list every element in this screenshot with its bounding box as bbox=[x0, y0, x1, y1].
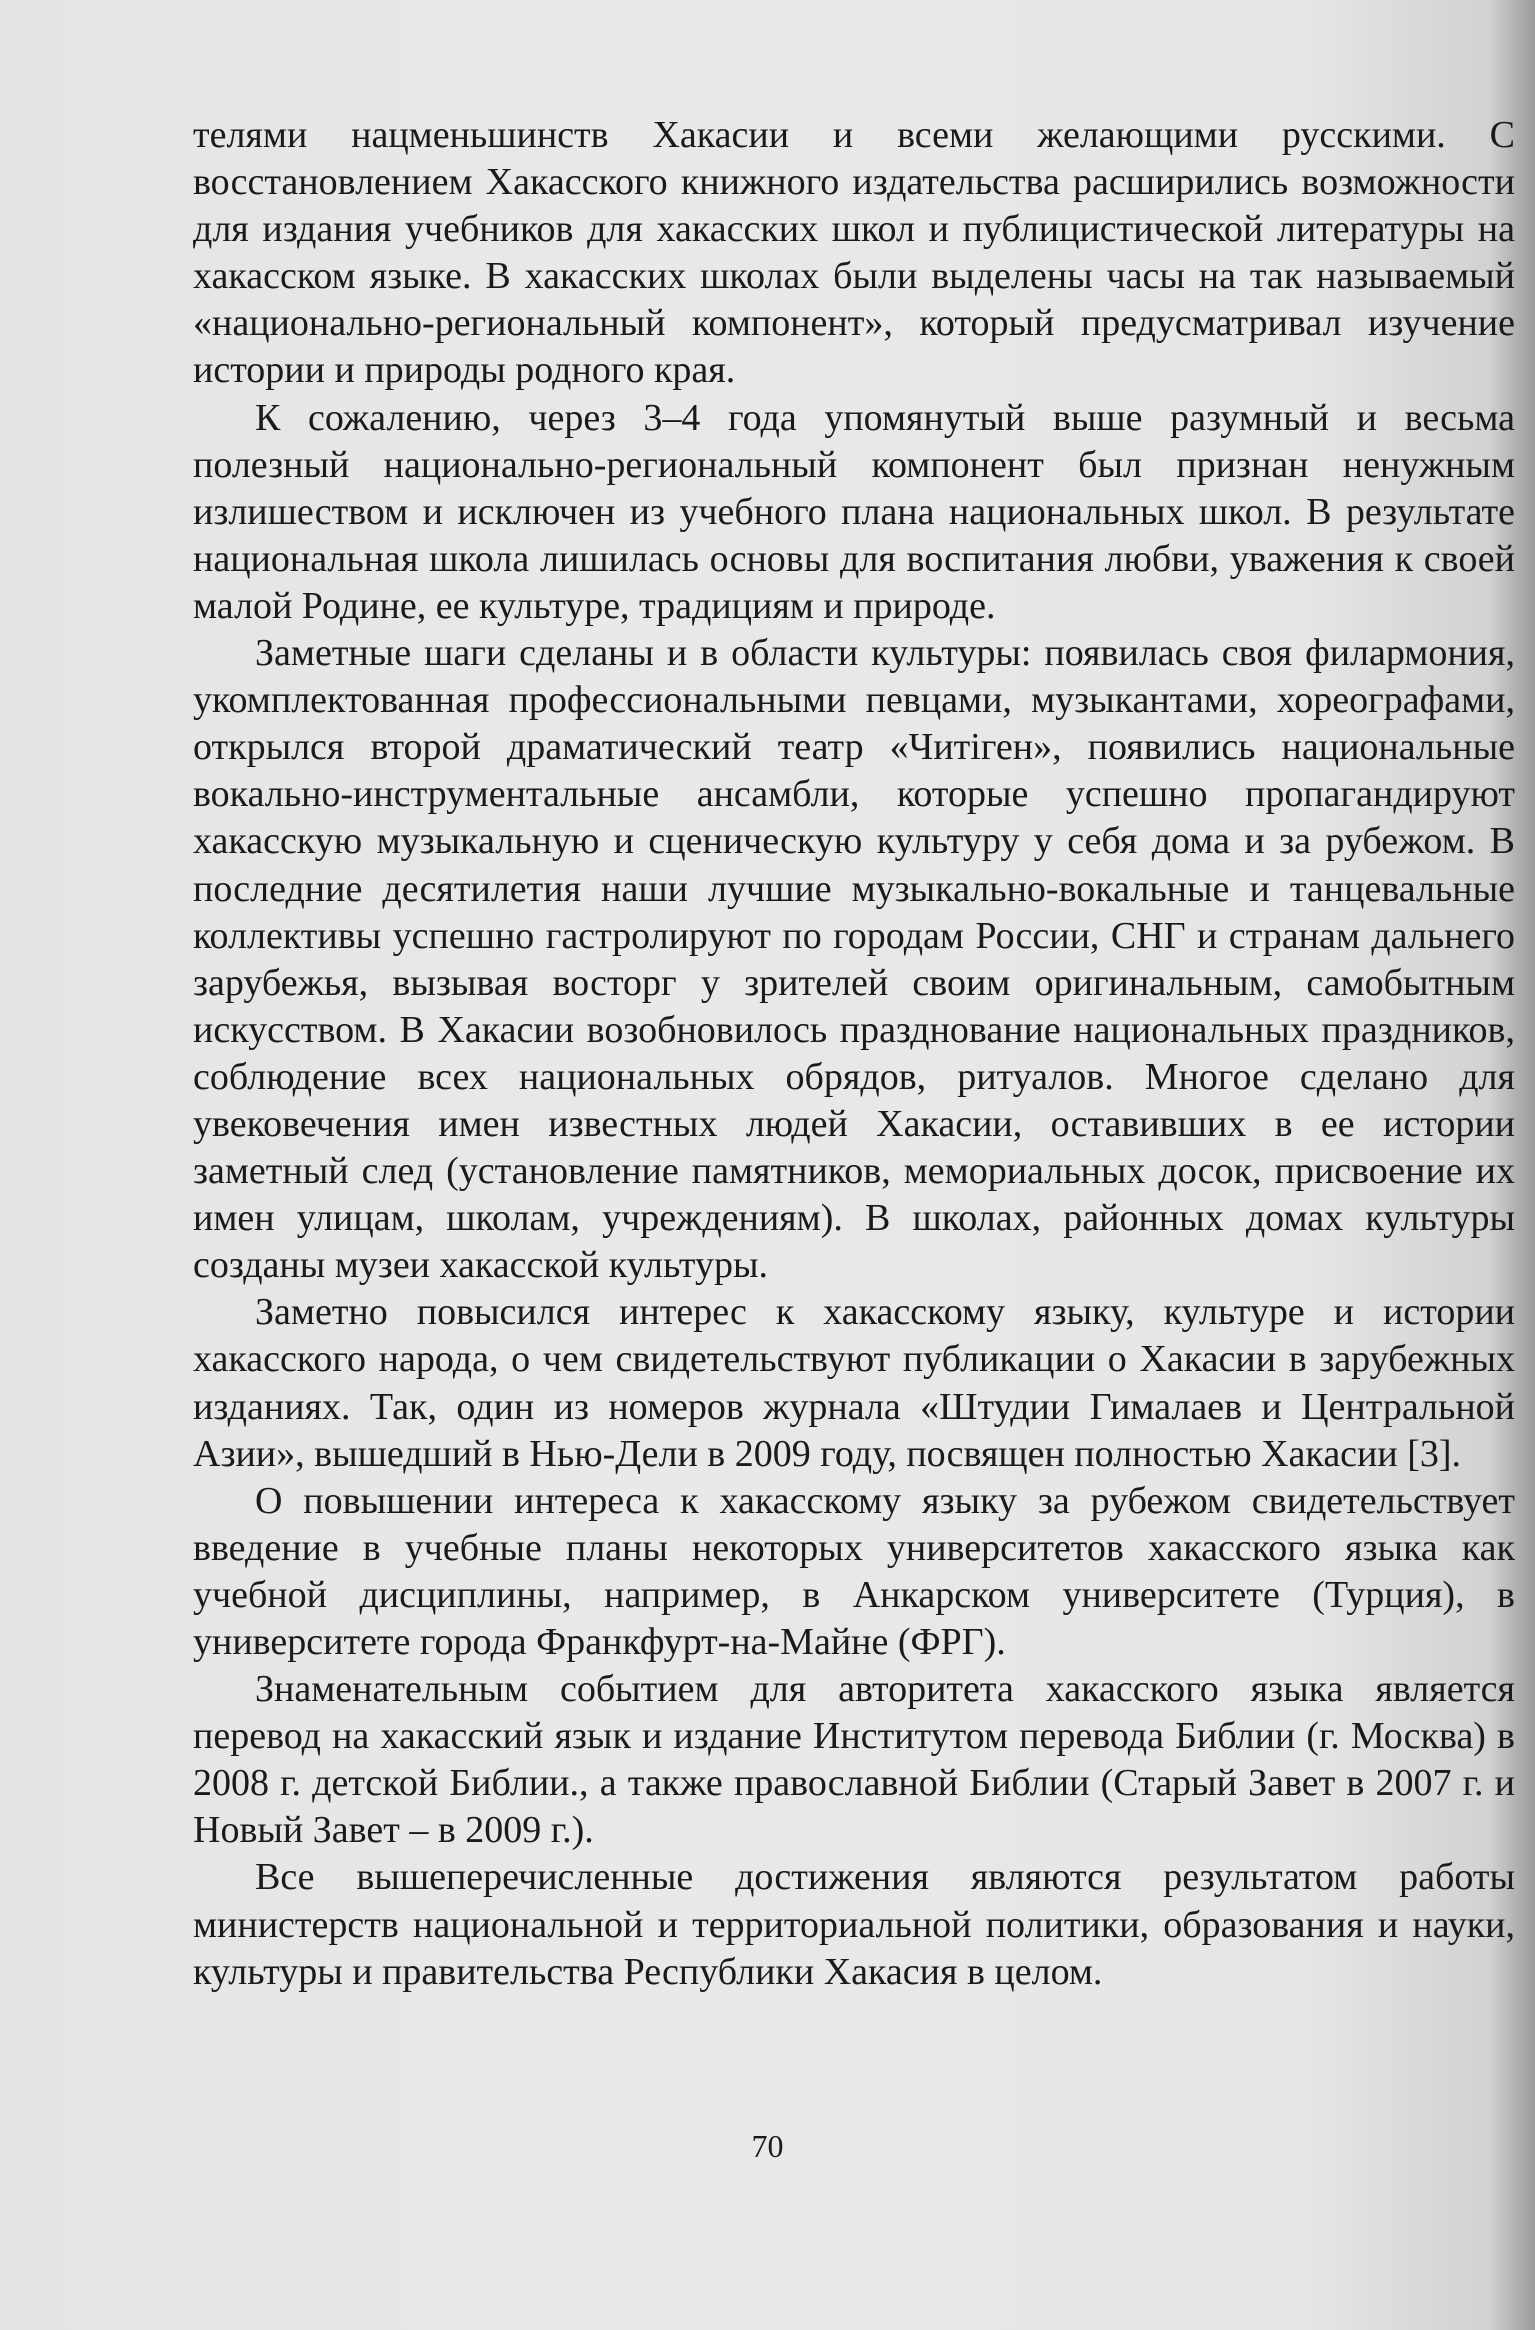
body-text bbox=[193, 112, 1515, 1996]
paragraph-6: Знаменательным событием для авторитета хакасского языка является перевод на хакасский язык и издание Институтом перевода Библии (г. Москва) в 2008 г. детской Библии., а также православной Библии (Старый Завет в 2007 г. и Новый Завет – в 2009 г.). bbox=[193, 1668, 1515, 1852]
paragraph-3: Заметные шаги сделаны и в области культуры: появилась своя филармония, укомплектованная профессиональными певцами, музыкантами, хореографами, открылся второй драматический театр «Читiген», появились национальные вокально-инструментальные ансамбли, которые успешно пропагандируют хакасскую музыкальную и сценическую культуру у себя дома и за рубежом. В последние десятилетия наши лучшие музыкально-вокальные и танцевальные коллективы успешно гастролируют по городам России, СНГ и странам дальнего зарубежья, вызывая восторг у зрителей своим оригинальным, самобытным искусством. В Хакасии возобновилось празднование национальных праздников, соблюдение всех национальных обрядов, ритуалов. Многое сделано для увековечения имен известных людей Хакасии, оставивших в ее истории заметный след (установление памятников, мемориальных досок, присвоение их имен улицам, школам, учреждениям). В школах, районных домах культуры созданы музеи хакасской культуры. bbox=[193, 632, 1515, 1287]
page-number: 70 bbox=[751, 2128, 784, 2164]
paragraph-4: Заметно повысился интерес к хакасскому языку, культуре и истории хакасского народа, о чем свидетельствуют публикации о Хакасии в зарубежных изданиях. Так, один из номеров журнала «Штудии Гималаев и Центральной Азии», вышедший в Нью-Дели в 2009 году, посвящен полностью Хакасии [3]. bbox=[193, 1291, 1515, 1475]
paragraph-5: О повышении интереса к хакасскому языку за рубежом свидетельствует введение в учебные планы некоторых университетов хакасского языка как учебной дисциплины, например, в Анкарском университете (Турция), в университете города Франкфурт-на-Майне (ФРГ). bbox=[193, 1479, 1515, 1663]
paragraph-2: К сожалению, через 3–4 года упомянутый выше разумный и весьма полезный национально-региональный компонент был признан ненужным излишеством и исключен из учебного плана национальных школ. В результате национальная школа лишилась основы для воспитания любви, уважения к своей малой Родине, ее культуре, традициям и природе. bbox=[193, 396, 1515, 627]
paragraph-1: телями нацменьшинств Хакасии и всеми желающими русскими. С восстановлением Хакасского книжного издательства расширились возможности для издания учебников для хакасских школ и публицистической литературы на хакасском языке. В хакасских школах были выделены часы на так называемый «национально-региональный компонент», который предусматривал изучение истории и природы родного края. bbox=[193, 114, 1515, 392]
paragraph-7: Все вышеперечисленные достижения являются результатом работы министерств национальной и территориальной политики, образования и науки, культуры и правительства Республики Хакасия в целом. bbox=[193, 1856, 1515, 1993]
